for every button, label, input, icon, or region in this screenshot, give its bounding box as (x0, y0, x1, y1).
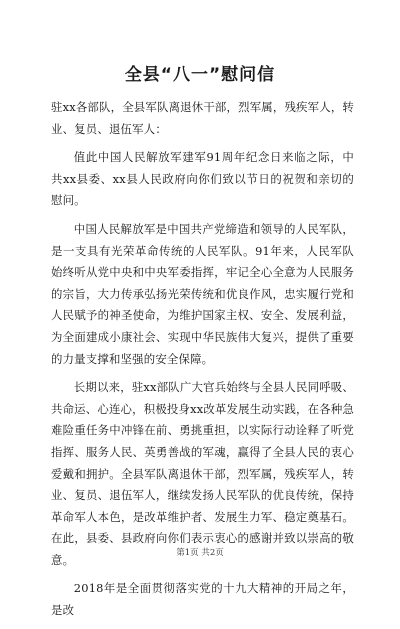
year-2018-paragraph: 2018年是全面贯彻落实党的十九大精神的开局之年，是改 (51, 581, 354, 618)
page-number-footer: 第1页 共2页 (176, 548, 224, 558)
greeting-paragraph: 值此中国人民解放军建军91周年纪念日来临之际，中共xx县委、xx县人民政府向你们致以节日的祝贺和亲切的慰问。 (51, 150, 354, 208)
local-troops-paragraph: 长期以来，驻xx部队广大官兵始终与全县人民同呼吸、共命运、心连心，积极投身xx改革发展生动实践，在各种急难险重任务中冲锋在前、勇挑重担，以实际行动诠释了听党指挥、服务人民、英勇善战的军魂，赢得了全县人民的衷心爱戴和拥护。全县军队离退休干部，烈军属，残疾军人，转业、复员、退伍军人，继续发扬人民军队的优良传统，保持革命军人本色，是改革维护者、发展生力军、稳定奠基石。在此，县委、县政府向你们表示衷心的感谢并致以崇高的敬意。 (51, 380, 355, 567)
army-history-paragraph: 中国人民解放军是中国共产党缔造和领导的人民军队，是一支具有光荣革命传统的人民军队。91年来，人民军队始终听从党中央和中央军委指挥，牢记全心全意为人民服务的宗旨，大力传承弘扬光荣传统和优良作风，忠实履行党和人民赋予的神圣使命，为维护国家主权、安全、发展利益，为全面建成小康社会、实现中华民族伟大复兴，提供了重要的力量支撑和坚强的安全保障。 (51, 221, 354, 366)
page-title: 全县“八一”慰问信 (124, 65, 276, 85)
salutation-paragraph: 驻xx各部队，全县军队离退休干部，烈军属，残疾军人，转业、复员、退伍军人： (51, 100, 355, 136)
